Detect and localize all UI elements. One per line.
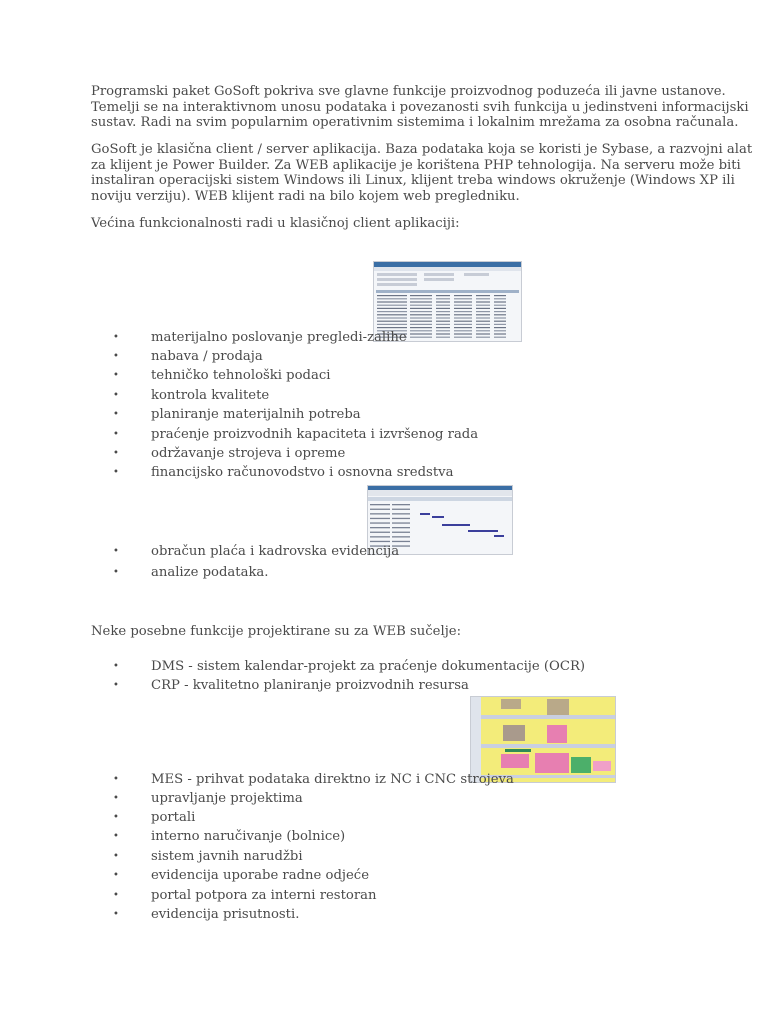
list-item-text: analize podataka. [151, 565, 269, 580]
list-item-text: evidencija prisutnosti. [151, 907, 300, 922]
bullet-icon: • [113, 390, 119, 401]
list-item [113, 423, 478, 443]
list-item-text: CRP - kvalitetno planiranje proizvodnih resursa [151, 678, 469, 693]
bullet-icon: • [113, 812, 119, 823]
intro-line: Temelji se na interaktivnom unosu podataka i povezanosti svih funkcija u jedinstveni informacijski [91, 99, 749, 115]
list-item-text: portal potpora za interni restoran [151, 888, 377, 903]
client-server-line: noviju verziju). WEB klijent radi na bilo kojem web pregledniku. [91, 188, 520, 204]
list-item [113, 674, 469, 694]
list-item-text: MES - prihvat podataka direktno iz NC i CNC strojeva [151, 772, 514, 787]
bullet-icon: • [113, 680, 119, 691]
list-item-text: praćenje proizvodnih kapaciteta i izvršenog rada [151, 427, 479, 442]
bullet-icon: • [113, 467, 119, 478]
bullet-icon: • [113, 831, 119, 842]
list-item-text: evidencija uporabe radne odjeće [151, 868, 369, 883]
bullet-icon: • [113, 774, 119, 785]
list-item-text: planiranje materijalnih potreba [151, 407, 361, 422]
client-server-line: za klijent je Power Builder. Za WEB aplikacije je korištena PHP tehnologija. Na serveru može biti [91, 157, 741, 173]
bullet-icon: • [113, 909, 119, 920]
list-item [113, 845, 303, 865]
bullet-icon: • [113, 793, 119, 804]
bullet-icon: • [113, 409, 119, 420]
list-item [113, 825, 345, 845]
web-heading [91, 624, 691, 640]
client-server-line: GoSoft je klasična client / server aplikacija. Baza podataka koja se koristi je Sybase, a razvojni alat [91, 142, 753, 157]
web-heading-text: Neke posebne funkcije projektirane su za WEB sučelje: [91, 624, 462, 639]
list-item-text: obračun plaća i kadrovska evidencija [151, 544, 400, 559]
list-item [113, 864, 369, 884]
bullet-icon: • [113, 370, 119, 381]
list-item-text: financijsko računovodstvo i osnovna sredstva [151, 465, 454, 480]
bullet-icon: • [113, 567, 119, 578]
list-item-text: održavanje strojeva i opreme [151, 446, 346, 461]
list-item [113, 884, 376, 904]
bullet-icon: • [113, 870, 119, 881]
client-server-paragraph [91, 142, 753, 204]
list-item [113, 442, 345, 462]
list-item-text: DMS - sistem kalendar-projekt za praćenje dokumentacije (OCR) [151, 659, 586, 674]
list-item-text: portali [151, 810, 196, 825]
list-item [113, 403, 361, 423]
bullet-icon: • [113, 448, 119, 459]
list-item [113, 540, 399, 560]
bullet-icon: • [113, 890, 119, 901]
list-item-text: materijalno poslovanje pregledi-zalihe [151, 330, 407, 345]
client-server-line: instaliran operacijski sistem Windows ili Linux, klijent treba windows okruženje (Windows XP ili [91, 173, 735, 188]
list-item [113, 787, 303, 807]
list-item-text: tehničko tehnološki podaci [151, 368, 331, 383]
bullet-icon: • [113, 429, 119, 440]
list-item-text: nabava / prodaja [151, 349, 263, 364]
list-item [113, 561, 269, 581]
intro-line: Programski paket GoSoft pokriva sve glavne funkcije proizvodnog poduzeća ili javne ustanove. [91, 84, 726, 99]
bullet-icon: • [113, 661, 119, 672]
list-item [113, 364, 330, 384]
list-item [113, 768, 514, 788]
list-item [113, 384, 269, 404]
list-item [113, 655, 585, 675]
intro-line: sustav. Radi na svim popularnim operativnim sistemima i lokalnim mrežama za osobna računala. [91, 115, 739, 130]
list-item-text: sistem javnih narudžbi [151, 849, 303, 864]
list-item-text: upravljanje projektima [151, 791, 303, 806]
list-item [113, 326, 407, 346]
list-item [113, 806, 195, 826]
client-heading [91, 216, 691, 232]
intro-paragraph [91, 84, 749, 131]
bullet-icon: • [113, 851, 119, 862]
list-item-text: kontrola kvalitete [151, 388, 270, 403]
list-item-text: interno naručivanje (bolnice) [151, 829, 346, 844]
list-item [113, 903, 299, 923]
list-item [113, 345, 263, 365]
bullet-icon: • [113, 351, 119, 362]
bullet-icon: • [113, 546, 119, 557]
list-item [113, 461, 453, 481]
bullet-icon: • [113, 332, 119, 343]
client-heading-text: Većina funkcionalnosti radi u klasičnoj client aplikaciji: [91, 216, 460, 231]
